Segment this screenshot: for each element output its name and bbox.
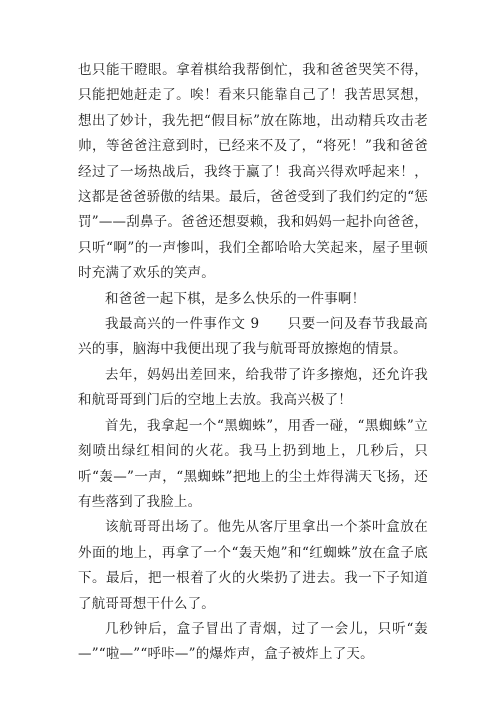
paragraph-essay-9-intro: 我最高兴的一件事作文 9 只要一问及春节我最高兴的事，脑海中我便出现了我与航哥哥放擦炮的情景。 [78,316,428,358]
paragraph-last-year: 去年，妈妈出差回来，给我带了许多擦炮，还允许我和航哥哥到门后的空地上去放。我高兴极了！ [78,366,428,409]
paragraph-chess-story-end: 也只能干瞪眼。拿着棋给我帮倒忙，我和爸爸哭笑不得，只能把她赶走了。唉！看来只能靠自己了！我苦思冥想，想出了妙计，我先把“假目标”放在陈地，出动精兵攻击老帅，等爸爸注意到时，已经来不及了，“将死！”我和爸爸经过了一场热战后，我终于赢了！我高兴得欢呼起来！，这都是爸爸骄傲的结果。最后，爸爸受到了我们约定的“惩罚”——刮鼻子。爸爸还想耍赖，我和妈妈一起扑向爸爸，只听“啊”的一声惨叫，我们全都哈哈大笑起来，屋子里顿时充满了欢乐的笑声。 [78,62,428,282]
paragraph-black-spider: 首先，我拿起一个“黑蜘蛛”，用香一碰，“黑蜘蛛”立刻喷出绿红相间的火花。我马上扔到地上，几秒后，只听“轰—”一声，“黑蜘蛛”把地上的尘土炸得满天飞扬，还有些落到了我脸上。 [78,417,428,510]
paragraph-explosion: 几秒钟后，盒子冒出了青烟，过了一会儿，只听“轰—”“啦—”“呼咔—”的爆炸声，盒子被炸上了天。 [78,620,428,663]
document-body [78,58,428,668]
paragraph-chess-conclusion: 和爸爸一起下棋，是多么快乐的一件事啊！ [105,290,366,307]
paragraph-brother-turn: 该航哥哥出场了。他先从客厅里拿出一个茶叶盒放在外面的地上，再拿了一个“轰天炮”和“红蜘蛛”放在盒子底下。最后，把一根着了火的火柴扔了进去。我一下子知道了航哥哥想干什么了。 [78,519,428,612]
